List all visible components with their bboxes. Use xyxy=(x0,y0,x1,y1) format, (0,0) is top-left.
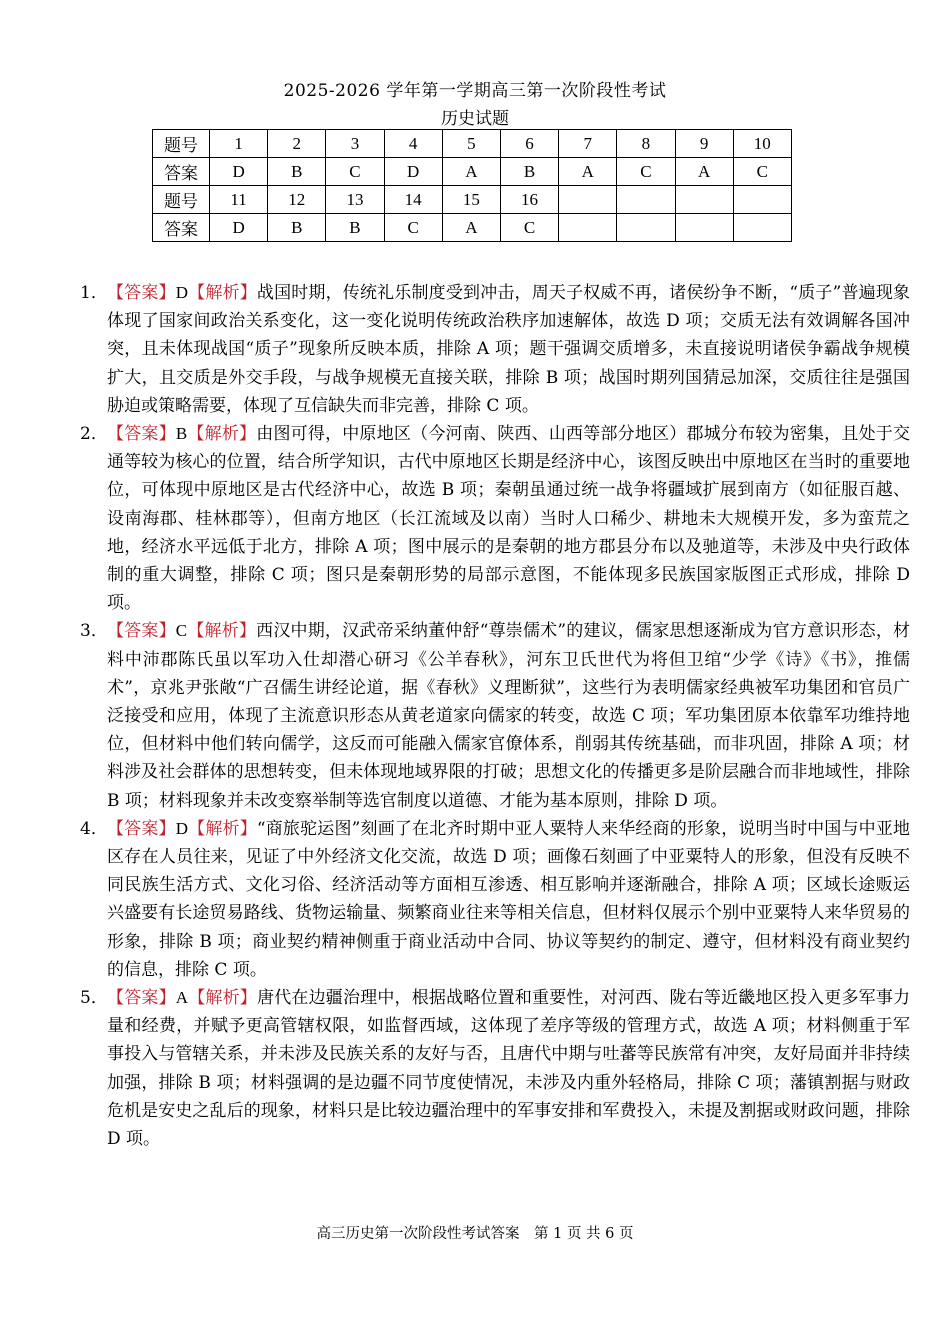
table-cell xyxy=(675,186,733,214)
table-cell: A xyxy=(442,158,500,186)
table-cell: D xyxy=(384,158,442,186)
table-cell: A xyxy=(559,158,617,186)
table-row-numbers-2 xyxy=(153,186,792,214)
table-cell: C xyxy=(733,158,791,186)
answer-letter: B xyxy=(175,424,188,444)
analysis-text: 由图可得，中原地区（今河南、陕西、山西等部分地区）郡城分布较为密集，且处于交通等较为核心的位置，结合所学知识，古代中原地区长期是经济中心，该图反映出中原地区在当时的重要地位，可体现中原地区是古代经济中心，故选 B 项；秦朝虽通过统一战争将疆域扩展到南方（如征服百越、设南海郡、桂林郡等），但南方地区（长江流域及以南）当时人口稀少、耕地未大规模开发，多为蛮荒之地，经济水平远低于北方，排除 A 项；图中展示的是秦朝的地方郡县分布以及驰道等，未涉及中央行政体制的重大调整，排除 C 项；图只是秦朝形势的局部示意图，不能体现多民族国家版图正式形成，排除 D 项。 xyxy=(107,424,911,614)
analysis-text: “商旅驼运图”刻画了在北齐时期中亚人粟特人来华经商的形象，说明当时中国与中亚地区存在人员往来，见证了中外经济文化交流，故选 D 项；画像石刻画了中亚粟特人的形象，但没有反映不同民族生活方式、文化习俗、经济活动等方面相互渗透、相互影响并逐渐融合，排除 A 项；区域长途贩运兴盛要有长途贸易路线、货物运输量、频繁商业往来等相关信息，但材料仅展示个别中亚粟特人来华贸易的形象，排除 B 项；商业契约精神侧重于商业活动中合同、协议等契约的制定、遵守，但材料没有商业契约的信息，排除 C 项。 xyxy=(107,818,911,980)
exam-title: 2025-2026 学年第一学期高三第一次阶段性考试 xyxy=(283,81,667,101)
answer-tag: 【答案】 xyxy=(107,621,176,642)
table-cell: A xyxy=(675,158,733,186)
list-item xyxy=(80,617,910,814)
answer-letter: C xyxy=(175,621,188,641)
table-cell: 3 xyxy=(326,130,384,158)
table-cell: 2 xyxy=(268,130,326,158)
item-number: 5． xyxy=(80,988,108,1009)
analysis-text: 战国时期，传统礼乐制度受到冲击，周天子权威不再，诸侯纷争不断，“质子”普遍现象体现了国家间政治关系变化，这一变化说明传统政治秩序加速解体，故选 D 项；交质无法有效调解各国冲突，且未体现战国“质子”现象所反映本质，排除 A 项；题干强调交质增多，未直接说明诸侯争霸战争规模扩大，且交质是外交手段，与战争规模无直接关联，排除 B 项；战国时期列国猜忌加深，交质往往是强国胁迫或策略需要，体现了互信缺失而非完善，排除 C 项。 xyxy=(107,283,911,416)
answer-letter: D xyxy=(175,818,188,838)
answer-tag: 【答案】 xyxy=(107,283,176,303)
table-cell: 10 xyxy=(733,130,791,158)
table-cell: A xyxy=(442,214,500,242)
table-cell: 12 xyxy=(268,186,326,214)
analysis-tag: 【解析】 xyxy=(188,283,257,303)
table-cell xyxy=(617,186,675,214)
table-cell: B xyxy=(500,158,558,186)
analysis-text: 唐代在边疆治理中，根据战略位置和重要性，对河西、陇右等近畿地区投入更多军事力量和经费，并赋予更高管辖权限，如监督西域，这体现了差序等级的管理方式，故选 A 项；材料侧重于军事投入与管辖关系，并未涉及民族关系的友好与否，且唐代中期与吐蕃等民族常有冲突，友好局面并非持续加强，排除 B 项；材料强调的是边疆不同节度使情况，未涉及内重外轻格局，排除 C 项；藩镇割据与财政危机是安史之乱后的现象，材料只是比较边疆治理中的军事安排和军费投入，未提及割据或财政问题，排除 D 项。 xyxy=(107,988,911,1150)
table-cell xyxy=(733,186,791,214)
analysis-tag: 【解析】 xyxy=(187,621,257,642)
answer-tag: 【答案】 xyxy=(107,818,176,839)
row-label-number: 题号 xyxy=(153,186,210,214)
table-cell: 6 xyxy=(500,130,558,158)
table-cell: B xyxy=(268,214,326,242)
table-cell xyxy=(559,214,617,242)
table-cell: 11 xyxy=(210,186,268,214)
table-cell: 4 xyxy=(384,130,442,158)
table-cell: D xyxy=(210,214,268,242)
analysis-text: 西汉中期，汉武帝采纳董仲舒“尊崇儒术”的建议，儒家思想逐渐成为官方意识形态，材料中沛郡陈氏虽以军功入仕却潜心研习《公羊春秋》，河东卫氏世代为将但卫绾“少学《诗》《书》，推儒术”，京兆尹张敞“广召儒生讲经论道，据《春秋》义理断狱”，这些行为表明儒家经典被军功集团和官员广泛接受和应用，体现了主流意识形态从黄老道家向儒家的转变，故选 C 项；军功集团原本依靠军功维持地位，但材料中他们转向儒学，这反而可能融入儒家官僚体系，削弱其传统基础，而非巩固，排除 A 项；材料涉及社会群体的思想转变，但未体现地域界限的打破；思想文化的传播更多是阶层融合而非地域性，排除 B 项；材料现象并未改变察举制等选官制度以道德、才能为基本原则，排除 D 项。 xyxy=(107,621,911,811)
analysis-tag: 【解析】 xyxy=(188,988,257,1009)
table-cell: 9 xyxy=(675,130,733,158)
list-item xyxy=(80,984,910,1153)
item-number: 4． xyxy=(80,818,108,839)
table-row-answers-2 xyxy=(153,214,792,242)
table-row-numbers-1 xyxy=(153,130,792,158)
answer-letter: A xyxy=(175,988,189,1008)
item-number: 1． xyxy=(80,283,108,303)
table-cell: D xyxy=(210,158,268,186)
table-cell: 8 xyxy=(617,130,675,158)
table-cell: 1 xyxy=(210,130,268,158)
answer-tag: 【答案】 xyxy=(107,988,176,1009)
item-number: 2． xyxy=(80,424,108,445)
table-cell: C xyxy=(384,214,442,242)
analysis-tag: 【解析】 xyxy=(188,818,257,839)
table-cell: 13 xyxy=(326,186,384,214)
table-cell xyxy=(617,214,675,242)
row-label-answer: 答案 xyxy=(153,214,210,242)
page-footer: 高三历史第一次阶段性考试答案 第 1 页 共 6 页 xyxy=(316,1226,634,1242)
answer-tag: 【答案】 xyxy=(107,424,176,445)
explanation-list xyxy=(80,279,910,1153)
table-cell: 16 xyxy=(500,186,558,214)
table-row-answers-1 xyxy=(153,158,792,186)
table-cell: 5 xyxy=(442,130,500,158)
list-item xyxy=(80,815,910,984)
table-cell: B xyxy=(268,158,326,186)
table-cell: B xyxy=(326,214,384,242)
table-cell: C xyxy=(617,158,675,186)
table-cell: C xyxy=(500,214,558,242)
table-cell: 7 xyxy=(559,130,617,158)
analysis-tag: 【解析】 xyxy=(187,424,257,445)
exam-subtitle: 历史试题 xyxy=(441,109,509,129)
table-cell: C xyxy=(326,158,384,186)
row-label-number: 题号 xyxy=(153,130,210,158)
table-cell: 14 xyxy=(384,186,442,214)
answer-letter: D xyxy=(175,283,188,302)
table-cell xyxy=(675,214,733,242)
list-item xyxy=(80,279,910,420)
table-cell xyxy=(733,214,791,242)
list-item xyxy=(80,420,910,617)
table-cell: 15 xyxy=(442,186,500,214)
row-label-answer: 答案 xyxy=(153,158,210,186)
table-cell xyxy=(559,186,617,214)
answer-table xyxy=(152,129,792,242)
item-number: 3． xyxy=(80,621,108,642)
